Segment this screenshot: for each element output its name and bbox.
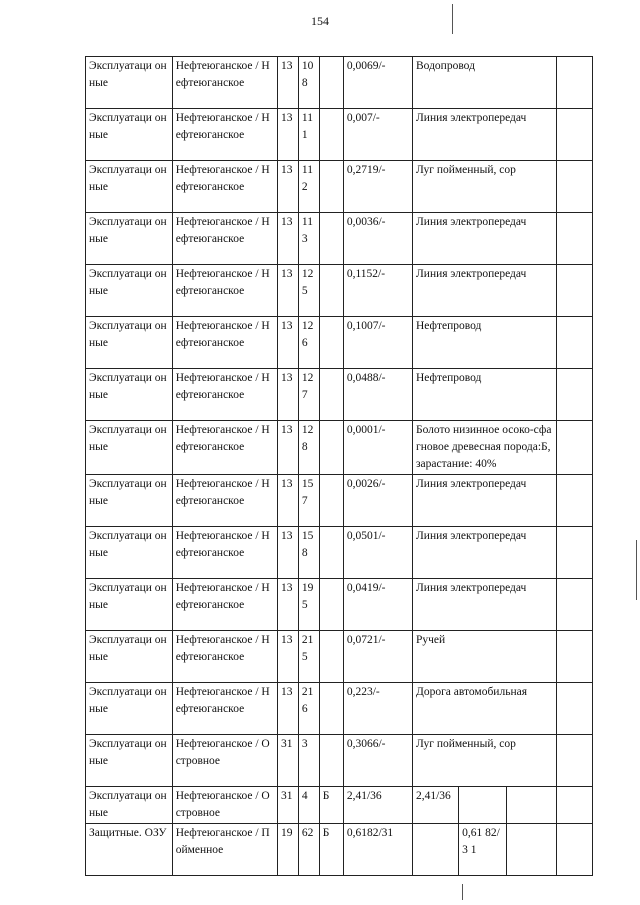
cell-extra — [319, 421, 343, 475]
cell-kvartal: 13 — [278, 109, 299, 161]
cell-object: Линия электропередач — [412, 109, 556, 161]
table-row — [86, 824, 593, 876]
cell-category: Эксплуатаци онные — [86, 161, 173, 213]
cell-forestry: Нефтеюганское / Нефтеюганское — [172, 161, 277, 213]
cell-kvartal: 31 — [278, 735, 299, 787]
cell-extra — [319, 631, 343, 683]
scan-mark — [462, 884, 463, 900]
cell-extra — [319, 109, 343, 161]
cell-category: Эксплуатаци онные — [86, 109, 173, 161]
cell-forestry: Нефтеюганское / Нефтеюганское — [172, 317, 277, 369]
cell-vydel: 12 5 — [298, 265, 319, 317]
cell-kvartal: 13 — [278, 369, 299, 421]
cell-extra-2 — [507, 824, 556, 876]
cell-extra-3 — [556, 421, 592, 475]
cell-category: Защитные. ОЗУ — [86, 824, 173, 876]
cell-extra — [319, 683, 343, 735]
cell-category: Эксплуатаци онные — [86, 57, 173, 109]
cell-area: 0,0721/- — [343, 631, 412, 683]
cell-kvartal: 13 — [278, 475, 299, 527]
cell-extra — [319, 213, 343, 265]
cell-category: Эксплуатаци онные — [86, 631, 173, 683]
table-row — [86, 683, 593, 735]
cell-extra-3 — [556, 317, 592, 369]
cell-kvartal: 31 — [278, 787, 299, 824]
table-row — [86, 369, 593, 421]
cell-extra — [319, 317, 343, 369]
cell-kvartal: 13 — [278, 631, 299, 683]
table-row — [86, 735, 593, 787]
cell-area: 0,223/- — [343, 683, 412, 735]
cell-object — [412, 824, 458, 876]
cell-object: Линия электропередач — [412, 265, 556, 317]
cell-forestry: Нефтеюганское / Нефтеюганское — [172, 631, 277, 683]
table-row — [86, 579, 593, 631]
cell-extra-1 — [459, 787, 507, 824]
cell-category: Эксплуатаци онные — [86, 579, 173, 631]
cell-object: Дорога автомобильная — [412, 683, 556, 735]
cell-extra — [319, 735, 343, 787]
cell-extra-3 — [556, 265, 592, 317]
cell-area: 0,0069/- — [343, 57, 412, 109]
cell-area: 0,1007/- — [343, 317, 412, 369]
cell-kvartal: 13 — [278, 161, 299, 213]
cell-extra-3 — [556, 824, 592, 876]
table-row — [86, 631, 593, 683]
cell-object: 2,41/36 — [412, 787, 458, 824]
cell-extra-3 — [556, 369, 592, 421]
cell-extra — [319, 475, 343, 527]
cell-category: Эксплуатаци онные — [86, 369, 173, 421]
cell-forestry: Нефтеюганское / Нефтеюганское — [172, 527, 277, 579]
cell-extra-3 — [556, 213, 592, 265]
cell-area: 0,3066/- — [343, 735, 412, 787]
cell-vydel: 62 — [298, 824, 319, 876]
cell-forestry: Нефтеюганское / Нефтеюганское — [172, 265, 277, 317]
table-body — [86, 57, 593, 876]
table-row — [86, 421, 593, 475]
cell-vydel: 11 1 — [298, 109, 319, 161]
cell-vydel: 21 6 — [298, 683, 319, 735]
cell-extra — [319, 161, 343, 213]
cell-vydel: 15 7 — [298, 475, 319, 527]
cell-object: Водопровод — [412, 57, 556, 109]
cell-object: Луг пойменный, сор — [412, 735, 556, 787]
cell-vydel: 10 8 — [298, 57, 319, 109]
cell-category: Эксплуатаци онные — [86, 475, 173, 527]
cell-forestry: Нефтеюганское / Островное — [172, 735, 277, 787]
table-row — [86, 265, 593, 317]
cell-forestry: Нефтеюганское / Нефтеюганское — [172, 213, 277, 265]
cell-vydel: 15 8 — [298, 527, 319, 579]
cell-vydel: 19 5 — [298, 579, 319, 631]
scan-mark — [452, 4, 453, 34]
cell-category: Эксплуатаци онные — [86, 683, 173, 735]
cell-forestry: Нефтеюганское / Нефтеюганское — [172, 421, 277, 475]
cell-vydel: 21 5 — [298, 631, 319, 683]
cell-kvartal: 13 — [278, 265, 299, 317]
cell-vydel: 4 — [298, 787, 319, 824]
cell-kvartal: 13 — [278, 421, 299, 475]
cell-extra: Б — [319, 824, 343, 876]
cell-kvartal: 13 — [278, 57, 299, 109]
cell-category: Эксплуатаци онные — [86, 527, 173, 579]
cell-extra-3 — [556, 475, 592, 527]
table-row — [86, 787, 593, 824]
cell-extra: Б — [319, 787, 343, 824]
cell-extra-2 — [507, 787, 556, 824]
cell-kvartal: 13 — [278, 683, 299, 735]
cell-object: Луг пойменный, сор — [412, 161, 556, 213]
cell-area: 2,41/36 — [343, 787, 412, 824]
cell-forestry: Нефтеюганское / Нефтеюганское — [172, 109, 277, 161]
cell-vydel: 12 7 — [298, 369, 319, 421]
table-row — [86, 213, 593, 265]
cell-forestry: Нефтеюганское / Нефтеюганское — [172, 683, 277, 735]
page-number: 154 — [311, 14, 329, 28]
cell-object: Нефтепровод — [412, 369, 556, 421]
cell-vydel: 12 6 — [298, 317, 319, 369]
table-row — [86, 527, 593, 579]
cell-forestry: Нефтеюганское / Нефтеюганское — [172, 579, 277, 631]
cell-extra-3 — [556, 161, 592, 213]
cell-area: 0,6182/31 — [343, 824, 412, 876]
cell-extra-3 — [556, 57, 592, 109]
cell-category: Эксплуатаци онные — [86, 265, 173, 317]
cell-object: Линия электропередач — [412, 527, 556, 579]
cell-area: 0,0036/- — [343, 213, 412, 265]
cell-object: Болото низинное осоко-сфагновое древесная порода:Б, зарастание: 40% — [412, 421, 556, 475]
cell-extra-1: 0,61 82/3 1 — [459, 824, 507, 876]
scan-mark — [636, 540, 637, 600]
cell-object: Ручей — [412, 631, 556, 683]
cell-object: Линия электропередач — [412, 213, 556, 265]
cell-extra — [319, 369, 343, 421]
cell-category: Эксплуатаци онные — [86, 317, 173, 369]
cell-area: 0,0419/- — [343, 579, 412, 631]
cell-forestry: Нефтеюганское / Нефтеюганское — [172, 57, 277, 109]
cell-extra — [319, 579, 343, 631]
cell-kvartal: 13 — [278, 317, 299, 369]
cell-object: Линия электропередач — [412, 475, 556, 527]
cell-forestry: Нефтеюганское / Пойменное — [172, 824, 277, 876]
table-row — [86, 317, 593, 369]
cell-extra-3 — [556, 527, 592, 579]
cell-extra — [319, 265, 343, 317]
cell-area: 0,007/- — [343, 109, 412, 161]
table-row — [86, 475, 593, 527]
cell-object: Нефтепровод — [412, 317, 556, 369]
cell-forestry: Нефтеюганское / Нефтеюганское — [172, 475, 277, 527]
cell-area: 0,2719/- — [343, 161, 412, 213]
cell-extra-3 — [556, 735, 592, 787]
cell-object: Линия электропередач — [412, 579, 556, 631]
cell-forestry: Нефтеюганское / Нефтеюганское — [172, 369, 277, 421]
cell-extra-3 — [556, 683, 592, 735]
cell-category: Эксплуатаци онные — [86, 787, 173, 824]
cell-kvartal: 19 — [278, 824, 299, 876]
cell-vydel: 3 — [298, 735, 319, 787]
cell-extra-3 — [556, 787, 592, 824]
table-row — [86, 57, 593, 109]
cell-extra-3 — [556, 631, 592, 683]
cell-extra — [319, 57, 343, 109]
cell-kvartal: 13 — [278, 579, 299, 631]
register-table — [85, 56, 593, 876]
cell-kvartal: 13 — [278, 527, 299, 579]
cell-forestry: Нефтеюганское / Островное — [172, 787, 277, 824]
cell-area: 0,0488/- — [343, 369, 412, 421]
cell-area: 0,0001/- — [343, 421, 412, 475]
cell-category: Эксплуатаци онные — [86, 421, 173, 475]
cell-category: Эксплуатаци онные — [86, 735, 173, 787]
cell-extra-3 — [556, 579, 592, 631]
cell-extra-3 — [556, 109, 592, 161]
cell-area: 0,0501/- — [343, 527, 412, 579]
cell-area: 0,0026/- — [343, 475, 412, 527]
cell-vydel: 11 3 — [298, 213, 319, 265]
table-row — [86, 161, 593, 213]
cell-kvartal: 13 — [278, 213, 299, 265]
cell-vydel: 11 2 — [298, 161, 319, 213]
table-row — [86, 109, 593, 161]
cell-category: Эксплуатаци онные — [86, 213, 173, 265]
cell-vydel: 12 8 — [298, 421, 319, 475]
cell-extra — [319, 527, 343, 579]
cell-area: 0,1152/- — [343, 265, 412, 317]
